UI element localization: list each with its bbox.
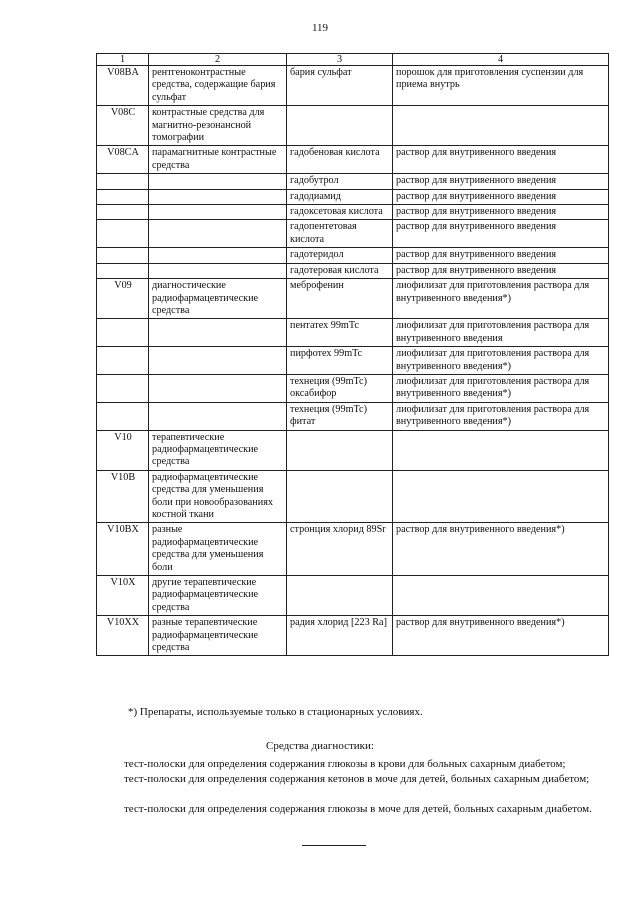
code-cell: V10X — [97, 576, 149, 616]
table-row — [97, 220, 609, 248]
code-cell — [97, 189, 149, 204]
form-cell: лиофилизат для приготовления раствора для внутривенного введения*) — [393, 279, 609, 319]
drug-cell — [287, 470, 393, 523]
form-cell: порошок для приготовления суспензии для приема внутрь — [393, 66, 609, 106]
column-header: 4 — [393, 54, 609, 66]
table-row — [97, 347, 609, 375]
code-cell: V10 — [97, 430, 149, 470]
table-body — [97, 66, 609, 656]
drug-cell — [287, 106, 393, 146]
table-row — [97, 146, 609, 174]
table-row — [97, 470, 609, 523]
table-row — [97, 248, 609, 263]
group-cell — [149, 248, 287, 263]
group-cell — [149, 402, 287, 430]
group-cell — [149, 220, 287, 248]
code-cell: V10BX — [97, 523, 149, 576]
code-cell: V10XX — [97, 616, 149, 656]
code-cell: V10B — [97, 470, 149, 523]
group-cell: разные радиофармацевтические средства для уменьшения боли — [149, 523, 287, 576]
footnote: *) Препараты, используемые только в стационарных условиях. — [128, 706, 423, 718]
drug-cell: меброфенин — [287, 279, 393, 319]
group-cell: контрастные средства для магнитно-резонансной томографии — [149, 106, 287, 146]
table-row — [97, 106, 609, 146]
column-header: 2 — [149, 54, 287, 66]
form-cell — [393, 106, 609, 146]
code-cell: V08BA — [97, 66, 149, 106]
form-cell: раствор для внутривенного введения — [393, 205, 609, 220]
code-cell — [97, 402, 149, 430]
form-cell — [393, 576, 609, 616]
code-cell: V08C — [97, 106, 149, 146]
form-cell: раствор для внутривенного введения*) — [393, 523, 609, 576]
form-cell: раствор для внутривенного введения — [393, 220, 609, 248]
form-cell — [393, 430, 609, 470]
form-cell: раствор для внутривенного введения*) — [393, 616, 609, 656]
drug-cell: пирфотех 99mTc — [287, 347, 393, 375]
table-row — [97, 576, 609, 616]
drug-table — [96, 53, 609, 656]
paragraph-text: тест-полоски для определения содержания глюкозы в моче для детей, больных сахарным диабетом. — [124, 803, 592, 815]
group-cell: разные терапевтические радиофармацевтические средства — [149, 616, 287, 656]
paragraph — [96, 802, 608, 817]
code-cell — [97, 347, 149, 375]
code-cell — [97, 248, 149, 263]
group-cell — [149, 263, 287, 278]
group-cell: другие терапевтические радиофармацевтические средства — [149, 576, 287, 616]
column-header: 3 — [287, 54, 393, 66]
table-row — [97, 205, 609, 220]
form-cell: лиофилизат для приготовления раствора для внутривенного введения*) — [393, 347, 609, 375]
table-row — [97, 279, 609, 319]
table-row — [97, 174, 609, 189]
code-cell: V09 — [97, 279, 149, 319]
code-cell — [97, 263, 149, 278]
form-cell: раствор для внутривенного введения — [393, 263, 609, 278]
section-title: Средства диагностики: — [266, 740, 374, 752]
drug-cell — [287, 576, 393, 616]
table-row — [97, 402, 609, 430]
group-cell — [149, 374, 287, 402]
table-row — [97, 319, 609, 347]
paragraph-text: тест-полоски для определения содержания глюкозы в крови для больных сахарным диабетом; — [124, 758, 566, 770]
table-row — [97, 263, 609, 278]
drug-cell: гадоксетовая кислота — [287, 205, 393, 220]
drug-cell: гадопентетовая кислота — [287, 220, 393, 248]
form-cell: лиофилизат для приготовления раствора для внутривенного введения — [393, 319, 609, 347]
form-cell: раствор для внутривенного введения — [393, 248, 609, 263]
code-cell — [97, 220, 149, 248]
form-cell: лиофилизат для приготовления раствора для внутривенного введения*) — [393, 374, 609, 402]
table-row — [97, 189, 609, 204]
drug-cell: технеция (99mTc) оксабифор — [287, 374, 393, 402]
drug-cell: стронция хлорид 89Sr — [287, 523, 393, 576]
paragraph-text: тест-полоски для определения содержания кетонов в моче для детей, больных сахарным диабетом; — [124, 773, 590, 785]
drug-cell: гадотеридол — [287, 248, 393, 263]
form-cell: раствор для внутривенного введения — [393, 146, 609, 174]
form-cell: лиофилизат для приготовления раствора для внутривенного введения*) — [393, 402, 609, 430]
group-cell: радиофармацевтические средства для уменьшения боли при новообразованиях костной ткани — [149, 470, 287, 523]
drug-cell: радия хлорид [223 Ra] — [287, 616, 393, 656]
table-row — [97, 616, 609, 656]
table-row — [97, 66, 609, 106]
group-cell: парамагнитные контрастные средства — [149, 146, 287, 174]
paragraph — [96, 757, 608, 772]
end-divider — [302, 845, 366, 846]
code-cell — [97, 174, 149, 189]
group-cell: терапевтические радиофармацевтические средства — [149, 430, 287, 470]
drug-cell: бария сульфат — [287, 66, 393, 106]
form-cell: раствор для внутривенного введения — [393, 174, 609, 189]
table-header-row — [97, 54, 609, 66]
group-cell — [149, 174, 287, 189]
form-cell — [393, 470, 609, 523]
table-row — [97, 523, 609, 576]
page-number: 119 — [311, 22, 329, 34]
drug-cell: гадодиамид — [287, 189, 393, 204]
group-cell — [149, 347, 287, 375]
group-cell — [149, 319, 287, 347]
group-cell: рентгеноконтрастные средства, содержащие бария сульфат — [149, 66, 287, 106]
group-cell: диагностические радиофармацевтические средства — [149, 279, 287, 319]
group-cell — [149, 205, 287, 220]
group-cell — [149, 189, 287, 204]
drug-cell: гадотеровая кислота — [287, 263, 393, 278]
drug-cell: гадобеновая кислота — [287, 146, 393, 174]
table-row — [97, 430, 609, 470]
code-cell — [97, 205, 149, 220]
column-header: 1 — [97, 54, 149, 66]
drug-cell — [287, 430, 393, 470]
code-cell — [97, 374, 149, 402]
code-cell — [97, 319, 149, 347]
form-cell: раствор для внутривенного введения — [393, 189, 609, 204]
drug-cell: гадобутрол — [287, 174, 393, 189]
drug-cell: пентатех 99mTc — [287, 319, 393, 347]
code-cell: V08CA — [97, 146, 149, 174]
table-row — [97, 374, 609, 402]
paragraph — [96, 772, 608, 787]
drug-cell: технеция (99mTc) фитат — [287, 402, 393, 430]
